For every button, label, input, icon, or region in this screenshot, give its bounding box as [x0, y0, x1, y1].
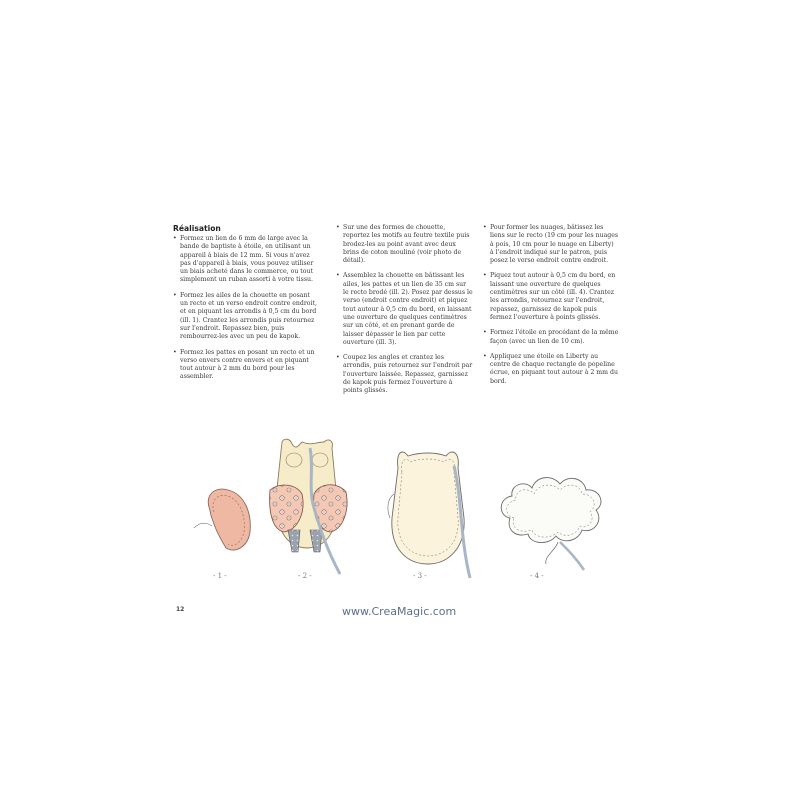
- text-column-1: [173, 224, 319, 389]
- paragraph: • Piquez tout autour à 0,5 cm du bord, en laissant une ouverture de quelques centimètres sur un côté (ill. 4). Crantez les arrondis, retournez sur l'endroit, repassez, garnissez de kapok puis fermez l'ouverture à points glissés.: [483, 272, 619, 322]
- text-column-3: [483, 224, 619, 393]
- figure-label: - 4 -: [530, 572, 544, 580]
- paragraph: • Formez les ailes de la chouette en posant un recto et un verso endroit contre endroit, et en piquant les arrondis à 0,5 cm du bord (ill. 1). Crantez les arrondis puis retournez sur l'endroit. Repassez bien, puis rembourrez-les avec un peu de kapok.: [173, 292, 319, 342]
- section-title: Réalisation: [173, 224, 221, 233]
- figure-label: - 3 -: [413, 572, 427, 580]
- paragraph: • Pour former les nuages, bâtissez les liens sur le recto (19 cm pour les nuages à pois, 10 cm pour le nuage en Liberty) à l'endroit indiqué sur le patron, puis posez le verso endroit contre endroit.: [483, 224, 619, 265]
- paragraph: • Coupez les angles et crantez les arrondis, puis retournez sur l'endroit par l'ouverture laissée. Repassez, garnissez de kapok puis fermez l'ouverture à points glissés.: [336, 354, 473, 395]
- figure-cloud: [501, 478, 601, 580]
- sewing-illustrations: [180, 438, 620, 588]
- paragraph: • Sur une des formes de chouette, reportez les motifs au feutre textile puis brodez-les au point avant avec deux brins de coton mouliné (voir photo de détail).: [336, 224, 473, 265]
- text-column-2: [336, 224, 473, 403]
- paragraph: • Formez les pattes en posant un recto et un verso envers contre envers et en piquant tout autour à 2 mm du bord pour les assembler.: [173, 349, 319, 382]
- paragraph: • Formez un lien de 6 mm de large avec la bande de baptiste à étoile, en utilisant un appareil à biais de 12 mm. Si vous n'avez pas d'appareil à biais, vous pouvez utiliser un biais acheté dans le commerce, ou tout simplement un ruban assorti à votre tissu.: [173, 235, 319, 285]
- page-number: 12: [176, 606, 185, 613]
- paragraph: • Appliquez une étoile en Liberty au centre de chaque rectangle de popeline écrue, en piquant tout autour à 2 mm du bord.: [483, 353, 619, 386]
- watermark: www.CreaMagic.com: [342, 605, 457, 618]
- figure-owl-front: [270, 439, 347, 580]
- figure-owl-back: [388, 452, 470, 580]
- paragraph: • Assemblez la chouette en bâtissant les ailes, les pattes et un lien de 35 cm sur le recto brodé (ill. 2). Posez par dessus le verso (endroit contre endroit) et piquez tout autour à 0,5 cm du bord, en laissant une ouverture de quelques centimètres sur un côté, et en prenant garde de laisser dépasser le lien par cette ouverture (ill. 3).: [336, 272, 473, 347]
- figure-label: - 2 -: [298, 572, 312, 580]
- figure-wing: [194, 489, 250, 580]
- figure-label: - 1 -: [213, 572, 227, 580]
- paragraph: • Formez l'étoile en procédant de la même façon (avec un lien de 10 cm).: [483, 329, 619, 346]
